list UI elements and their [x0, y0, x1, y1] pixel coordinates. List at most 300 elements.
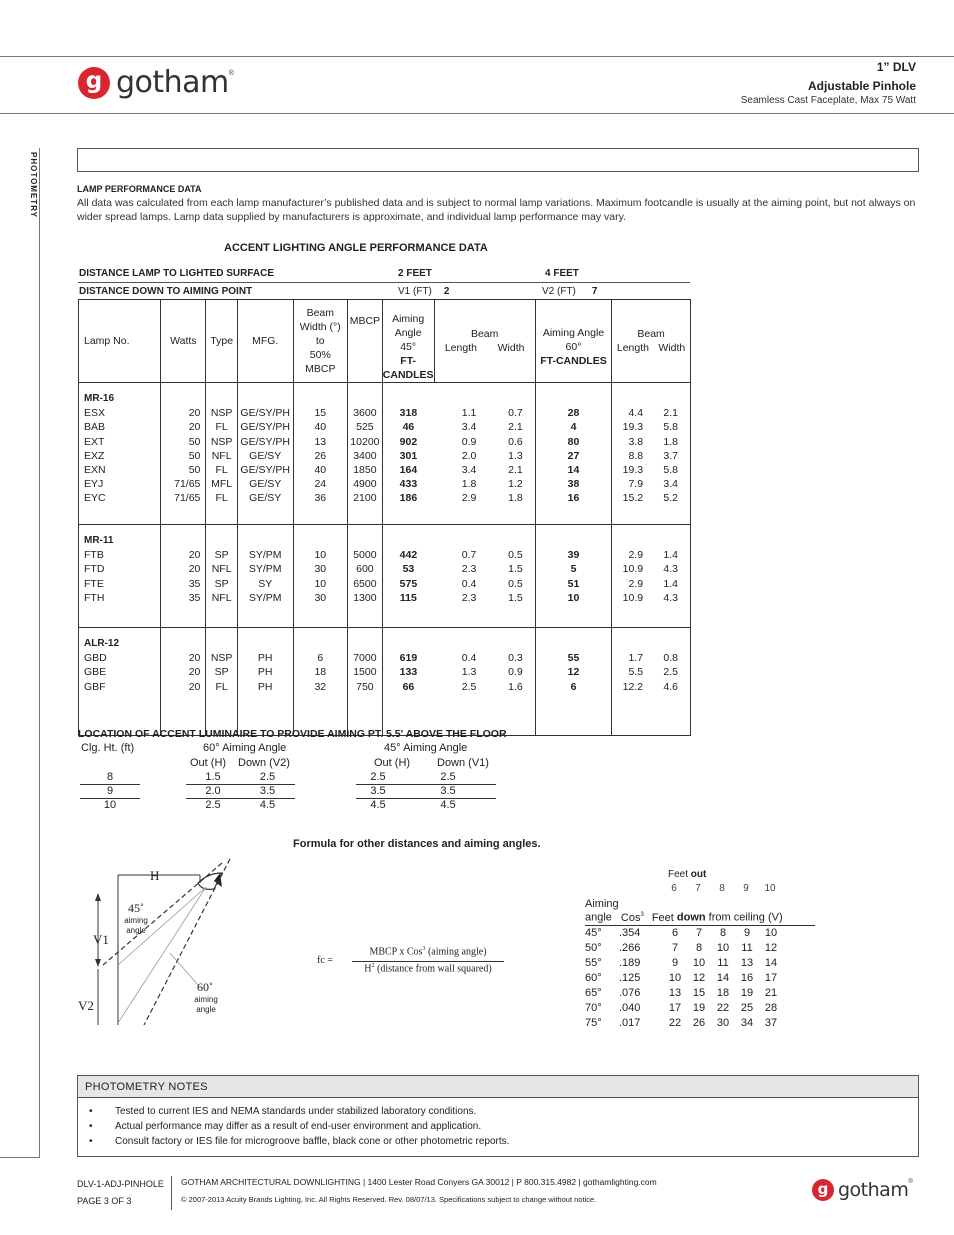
cell-value: 3.4: [461, 421, 477, 434]
feet-down-value: 14: [764, 957, 778, 969]
cell-value: 0.9: [461, 435, 477, 448]
loc-out-60: 2.5: [205, 799, 221, 811]
cell-value: 186: [399, 492, 418, 505]
distance-4ft: 4 FEET: [545, 268, 579, 279]
cell-value: FL: [215, 680, 228, 693]
cos-aiming-label: Aiming: [585, 898, 619, 910]
col-watts: [161, 628, 206, 736]
cell-value: 1.4: [663, 549, 678, 562]
brand-name: gotham: [116, 65, 229, 100]
cell-value: 433: [399, 478, 418, 491]
cell-value: 0.5: [508, 577, 523, 590]
cell-value: 36: [314, 492, 327, 505]
cell-value: 26: [314, 449, 327, 462]
cos-angle: 70°: [585, 1002, 602, 1014]
cell-value: 15.2: [622, 492, 644, 505]
feet-down-value: 9: [743, 927, 751, 939]
col-mbcp: [348, 525, 383, 628]
header-mfg: MFG.: [237, 300, 293, 383]
cell-value: 2.3: [461, 563, 477, 576]
cell-value: 5.8: [663, 464, 678, 477]
cell-value: 4.6: [663, 680, 678, 693]
feet-down-value: 17: [668, 1002, 682, 1014]
diagram-60-caption: aiming angle: [194, 995, 218, 1014]
cell-value: 10.9: [622, 563, 644, 576]
cell-value: 12.2: [622, 680, 644, 693]
col-type: [206, 525, 237, 628]
feet-down-value: 37: [764, 1017, 778, 1029]
feet-down-value: 14: [716, 972, 730, 984]
location-title: LOCATION OF ACCENT LUMINAIRE TO PROVIDE AIMING PT. 5.5' ABOVE THE FLOOR: [78, 728, 507, 740]
cell-value: 0.6: [508, 435, 523, 448]
location-60-label: 60° Aiming Angle: [203, 742, 287, 754]
cell-value: GE/SY/PH: [240, 435, 291, 448]
header-watts: Watts: [161, 300, 206, 383]
location-45-label: 45° Aiming Angle: [384, 742, 468, 754]
header-aim60: Aiming Angle 60° FT-CANDLES: [535, 300, 611, 383]
v2-row: [542, 286, 597, 297]
cos-value: .354: [619, 927, 641, 939]
cell-value: 0.5: [508, 549, 523, 562]
cell-value: 50: [188, 449, 201, 462]
group-name: MR-11: [84, 535, 114, 546]
cell-value: FL: [215, 464, 228, 477]
cell-value: 71/65: [174, 492, 201, 505]
group-name: ALR-12: [84, 638, 120, 649]
cell-value: 6: [317, 652, 324, 665]
loc-down-60: 4.5: [259, 799, 276, 811]
cell-value: PH: [257, 666, 273, 679]
cell-value: 0.9: [508, 666, 523, 679]
feet-down-value: 10: [668, 972, 682, 984]
cell-value: 51: [567, 577, 580, 590]
cos-row: [585, 986, 783, 1001]
cell-value: 4: [570, 421, 577, 434]
cell-value: PH: [257, 652, 273, 665]
cell-value: 40: [314, 464, 327, 477]
feet-down-value: 11: [717, 957, 729, 969]
feet-down-value: 13: [740, 957, 754, 969]
cos-angle: 45°: [585, 927, 602, 939]
col-lamps: [79, 383, 161, 525]
diagram-h-label: H: [150, 868, 160, 883]
cos-angle: 55°: [585, 957, 602, 969]
feet-down-value: 26: [692, 1017, 706, 1029]
diagram-45-caption: aiming angle: [124, 916, 148, 935]
cell-value: 35: [188, 591, 201, 604]
feet-down-value: 13: [668, 987, 682, 999]
distance-2ft: 2 FEET: [398, 268, 432, 279]
col-mfg: [237, 383, 293, 525]
feet-down-value: 12: [764, 942, 778, 954]
cell-value: 2.5: [461, 680, 477, 693]
feet-out-value: 8: [719, 883, 725, 894]
cell-value: 39: [567, 549, 580, 562]
cell-value: 80: [567, 435, 580, 448]
cell-value: 5: [570, 563, 577, 576]
feet-out-value: 6: [671, 883, 677, 894]
intro-body: All data was calculated from each lamp manufacturer’s published data and is subject to normal lamp variations. Maximum footcandle is usually at the aiming point, but not always on wider spread lamps. Lamp data supplied by manufacturers is approximate, and individual lamp performance may vary.: [77, 197, 916, 223]
header-beam1: Beam Length Width: [434, 300, 535, 383]
cell-value: 1500: [353, 666, 377, 679]
diagram-v2-label: V2: [78, 998, 94, 1013]
cell-value: 0.3: [508, 652, 523, 665]
feet-down-value: 11: [741, 942, 753, 954]
cell-value: 10.9: [622, 591, 644, 604]
cell-value: SP: [214, 549, 229, 562]
cell-value: 50: [188, 464, 201, 477]
cell-value: GBF: [84, 680, 106, 693]
distance-label: DISTANCE LAMP TO LIGHTED SURFACE: [79, 268, 275, 279]
cos-angle: 60°: [585, 972, 602, 984]
feet-down-value: 21: [764, 987, 778, 999]
loc-down-60: 3.5: [240, 785, 295, 799]
cell-value: 7000: [353, 652, 377, 665]
cell-value: FTB: [84, 549, 104, 562]
formula-numerator: MBCP x Cos$^3$ (aiming angle): [369, 946, 487, 958]
col-len60: [612, 525, 691, 628]
cell-value: 600: [356, 563, 374, 576]
feet-down-value: 17: [764, 972, 778, 984]
location-60-down: Down (V2): [238, 757, 290, 769]
cell-value: FTH: [84, 591, 105, 604]
cell-value: EXN: [84, 464, 106, 477]
cell-value: 1.2: [508, 478, 523, 491]
header-top-rule: [0, 56, 954, 57]
col-mfg: [237, 628, 293, 736]
loc-down-45: 4.5: [440, 799, 456, 811]
cell-value: 24: [314, 478, 327, 491]
side-divider: [39, 148, 40, 1157]
cell-value: PH: [257, 680, 273, 693]
cell-value: GE/SY: [249, 478, 282, 491]
loc-out-45: 2.5: [356, 771, 400, 785]
cell-value: 4900: [353, 478, 377, 491]
cell-value: 5.5: [628, 666, 644, 679]
cell-value: 20: [188, 421, 201, 434]
feet-out-label: Feet out: [668, 869, 707, 880]
feet-down-value: 19: [692, 1002, 706, 1014]
formula-bar: [352, 961, 504, 962]
cell-value: 18: [314, 666, 327, 679]
cell-value: 28: [567, 407, 580, 420]
cell-value: 53: [402, 563, 415, 576]
cell-value: 66: [402, 680, 415, 693]
cell-value: 40: [314, 421, 327, 434]
loc-clg: 10: [103, 799, 117, 811]
cell-value: 3.7: [663, 449, 678, 462]
col-len45: [434, 525, 535, 628]
feet-down-value: 8: [695, 942, 703, 954]
col-type: [206, 628, 237, 736]
cos-header: angle Cos$^3$ Feet down from ceiling (V): [585, 909, 815, 926]
cell-value: 575: [399, 577, 418, 590]
cos-row: [585, 926, 783, 941]
feet-down-value: 15: [692, 987, 706, 999]
col-len60: [612, 628, 691, 736]
cell-value: SY/PM: [248, 563, 282, 576]
footer-brand-mark-icon: g: [812, 1179, 834, 1201]
header-beam-width: Beam Width (°) to 50% MBCP: [293, 300, 347, 383]
cell-value: 442: [399, 549, 418, 562]
cell-value: 35: [188, 577, 201, 590]
footer-address: GOTHAM ARCHITECTURAL DOWNLIGHTING | 1400 Lester Road Conyers GA 30012 | P 800.315.4982 | gothamlighting.com: [181, 1177, 657, 1187]
cell-value: 46: [402, 421, 415, 434]
cell-value: 10200: [350, 435, 380, 448]
cell-value: SY/PM: [248, 549, 282, 562]
col-lamps: [79, 628, 161, 736]
header-beam2: Beam Length Width: [612, 300, 691, 383]
col-mbcp: [348, 628, 383, 736]
formula-denominator: $H^2$ (distance from wall squared): [364, 963, 492, 975]
cell-value: 1.4: [663, 577, 678, 590]
cell-value: 2.5: [663, 666, 678, 679]
v1-row: [398, 286, 449, 297]
cell-value: 0.4: [461, 652, 477, 665]
feet-down-value: 30: [716, 1017, 730, 1029]
feet-down-value: 16: [740, 972, 754, 984]
col-watts: [161, 383, 206, 525]
col-mbcp: [348, 383, 383, 525]
cell-value: 3600: [353, 407, 377, 420]
cell-value: 5000: [353, 549, 377, 562]
cell-value: 2.9: [628, 577, 644, 590]
cell-value: 1.8: [508, 492, 523, 505]
cell-value: 1300: [353, 591, 377, 604]
intro-heading: LAMP PERFORMANCE DATA: [77, 184, 202, 194]
cell-value: SY/PM: [248, 591, 282, 604]
col-mfg: [237, 525, 293, 628]
location-45-out: Out (H): [374, 757, 411, 769]
cos-value: .040: [619, 1002, 641, 1014]
cell-value: 1.6: [508, 680, 523, 693]
col-fc45: [382, 628, 434, 736]
footer-page: PAGE 3 OF 3: [77, 1196, 132, 1206]
header-mbcp: MBCP: [348, 300, 383, 383]
loc-out-60: 1.5: [186, 771, 240, 785]
cell-value: 1.3: [508, 449, 523, 462]
feet-down-value: 8: [719, 927, 727, 939]
cos-value: .266: [619, 942, 641, 954]
footer-doc-id: DLV-1-ADJ-PINHOLE: [77, 1179, 164, 1189]
loc-out-45: 3.5: [356, 785, 400, 799]
cell-value: 1.7: [628, 652, 644, 665]
cell-value: 10: [314, 577, 327, 590]
cell-value: EXT: [84, 435, 105, 448]
cos-angle: 65°: [585, 987, 602, 999]
cell-value: ESX: [84, 407, 106, 420]
cell-value: 20: [188, 680, 201, 693]
cell-value: 71/65: [174, 478, 201, 491]
cell-value: 1.8: [663, 435, 678, 448]
note-item: • Actual performance may differ as a result of end-user environment and application.: [78, 1119, 918, 1134]
cell-value: 4.3: [663, 591, 678, 604]
feet-down-value: 34: [740, 1017, 754, 1029]
notes-box: [77, 1075, 919, 1157]
location-60-out: Out (H): [190, 757, 227, 769]
feet-out-values: [662, 883, 782, 894]
cell-value: GE/SY: [249, 449, 282, 462]
cell-value: 0.8: [663, 652, 678, 665]
cell-value: NSP: [210, 407, 233, 420]
cell-value: 619: [399, 652, 418, 665]
col-fc45: [382, 525, 434, 628]
loc-down-45: 2.5: [400, 771, 496, 785]
cell-value: 38: [567, 478, 580, 491]
feet-down-value: 12: [692, 972, 706, 984]
feet-out-value: 10: [764, 883, 776, 894]
loc-down-45: 3.5: [400, 785, 496, 799]
col-fc45: [382, 383, 434, 525]
col-fc60: [535, 383, 611, 525]
cell-value: 8.8: [628, 449, 644, 462]
cell-value: 301: [399, 449, 418, 462]
cell-value: 20: [188, 407, 201, 420]
cell-value: 6: [570, 680, 577, 693]
cos-angle: 75°: [585, 1017, 602, 1029]
cell-value: 20: [188, 549, 201, 562]
cell-value: 30: [314, 563, 327, 576]
cell-value: 4.4: [628, 407, 644, 420]
notes-list: [78, 1098, 918, 1149]
cos-row: [585, 971, 783, 986]
v1-value: 2: [443, 286, 450, 297]
cell-value: EXZ: [84, 449, 105, 462]
cell-value: FTE: [84, 577, 104, 590]
header-type: Type: [206, 300, 237, 383]
cell-value: 525: [356, 421, 374, 434]
cell-value: 30: [314, 591, 327, 604]
cell-value: 0.4: [461, 577, 477, 590]
footer-logo: g gotham ®: [812, 1179, 913, 1201]
formula-title: Formula for other distances and aiming angles.: [293, 838, 541, 850]
feet-down-value: 6: [671, 927, 679, 939]
location-45-down: Down (V1): [437, 757, 489, 769]
loc-out-60: 2.0: [186, 785, 240, 799]
col-len60: [612, 383, 691, 525]
cell-value: 3.4: [663, 478, 678, 491]
cell-value: GE/SY/PH: [240, 464, 291, 477]
cos-table-rows: [585, 926, 783, 1031]
cell-value: 14: [567, 464, 580, 477]
cell-value: FL: [215, 492, 228, 505]
cell-value: 32: [314, 680, 327, 693]
cell-value: 10: [567, 591, 580, 604]
cell-value: 750: [356, 680, 374, 693]
cell-value: 20: [188, 563, 201, 576]
loc-out-45: 4.5: [370, 799, 386, 811]
cell-value: SY: [258, 577, 273, 590]
header-bottom-rule: [0, 113, 954, 114]
cell-value: 16: [567, 492, 580, 505]
col-len45: [434, 383, 535, 525]
cell-value: 902: [399, 435, 418, 448]
cos-row: [585, 941, 783, 956]
cell-value: 3400: [353, 449, 377, 462]
cos-row: [585, 1016, 783, 1031]
cell-value: 2.0: [461, 449, 477, 462]
cell-value: 55: [567, 652, 580, 665]
v2-label: V2 (FT): [542, 286, 576, 297]
cell-value: 2100: [353, 492, 377, 505]
cell-value: GBD: [84, 652, 107, 665]
cell-value: GE/SY: [249, 492, 282, 505]
cell-value: 5.2: [663, 492, 678, 505]
col-fc60: [535, 628, 611, 736]
feet-down-value: 19: [740, 987, 754, 999]
cell-value: MFL: [211, 478, 233, 491]
cell-value: 4.3: [663, 563, 678, 576]
cell-value: 164: [399, 464, 418, 477]
cell-value: 7.9: [628, 478, 644, 491]
cell-value: GE/SY/PH: [240, 421, 291, 434]
product-title: 1” DLV: [876, 60, 916, 74]
cell-value: 1.5: [508, 563, 523, 576]
cell-value: NFL: [211, 563, 232, 576]
location-clg-label: Clg. Ht. (ft): [81, 742, 135, 754]
formula-fc: fc =: [317, 955, 333, 966]
cell-value: SP: [214, 666, 229, 679]
note-item: • Tested to current IES and NEMA standards under stabilized laboratory conditions.: [78, 1104, 918, 1119]
accent-table-title: ACCENT LIGHTING ANGLE PERFORMANCE DATA: [224, 242, 488, 254]
feet-down-value: 10: [716, 942, 730, 954]
cos-value: .189: [619, 957, 641, 969]
cell-value: 20: [188, 666, 201, 679]
section-title-box: [77, 148, 919, 172]
cell-value: 19.3: [622, 464, 644, 477]
footer-copyright: © 2007-2013 Acuity Brands Lighting, Inc. All Rights Reserved. Rev. 08/07/13. Specifications subject to change without notice.: [181, 1195, 597, 1204]
loc-clg: 9: [80, 785, 140, 799]
cell-value: 0.7: [508, 407, 523, 420]
v1-label: V1 (FT): [398, 286, 432, 297]
loc-clg: 8: [80, 771, 140, 785]
cell-value: EYC: [84, 492, 106, 505]
cell-value: 50: [188, 435, 201, 448]
cell-value: 2.9: [628, 549, 644, 562]
cos-angle: 50°: [585, 942, 602, 954]
product-name: Adjustable Pinhole: [807, 79, 916, 93]
col-watts: [161, 525, 206, 628]
cell-value: 1.1: [461, 407, 477, 420]
header-aim45: Aiming Angle 45° FT-CANDLES: [382, 300, 434, 383]
col-len45: [434, 628, 535, 736]
cell-value: 3.4: [461, 464, 477, 477]
cell-value: 2.1: [663, 407, 678, 420]
col-type: [206, 383, 237, 525]
table-row: [79, 383, 691, 525]
cell-value: GE/SY/PH: [240, 407, 291, 420]
brand-mark-icon: g: [78, 67, 110, 99]
cell-value: FL: [215, 421, 228, 434]
col-beam-width: [293, 525, 347, 628]
header-lamp: Lamp No.: [79, 300, 161, 383]
cell-value: 5.8: [663, 421, 678, 434]
cos-value: .076: [619, 987, 641, 999]
cos-row: [585, 956, 783, 971]
feet-down-value: 28: [764, 1002, 778, 1014]
feet-down-value: 18: [716, 987, 730, 999]
cell-value: 0.7: [461, 549, 477, 562]
cos-row: [585, 1001, 783, 1016]
feet-out-value: 9: [743, 883, 749, 894]
product-subtitle: Seamless Cast Faceplate, Max 75 Watt: [740, 95, 916, 106]
col-beam-width: [293, 383, 347, 525]
v2-value: 7: [591, 286, 598, 297]
cell-value: 6500: [353, 577, 377, 590]
cell-value: 1.3: [461, 666, 477, 679]
cell-value: 20: [188, 652, 201, 665]
cell-value: 115: [399, 591, 417, 604]
